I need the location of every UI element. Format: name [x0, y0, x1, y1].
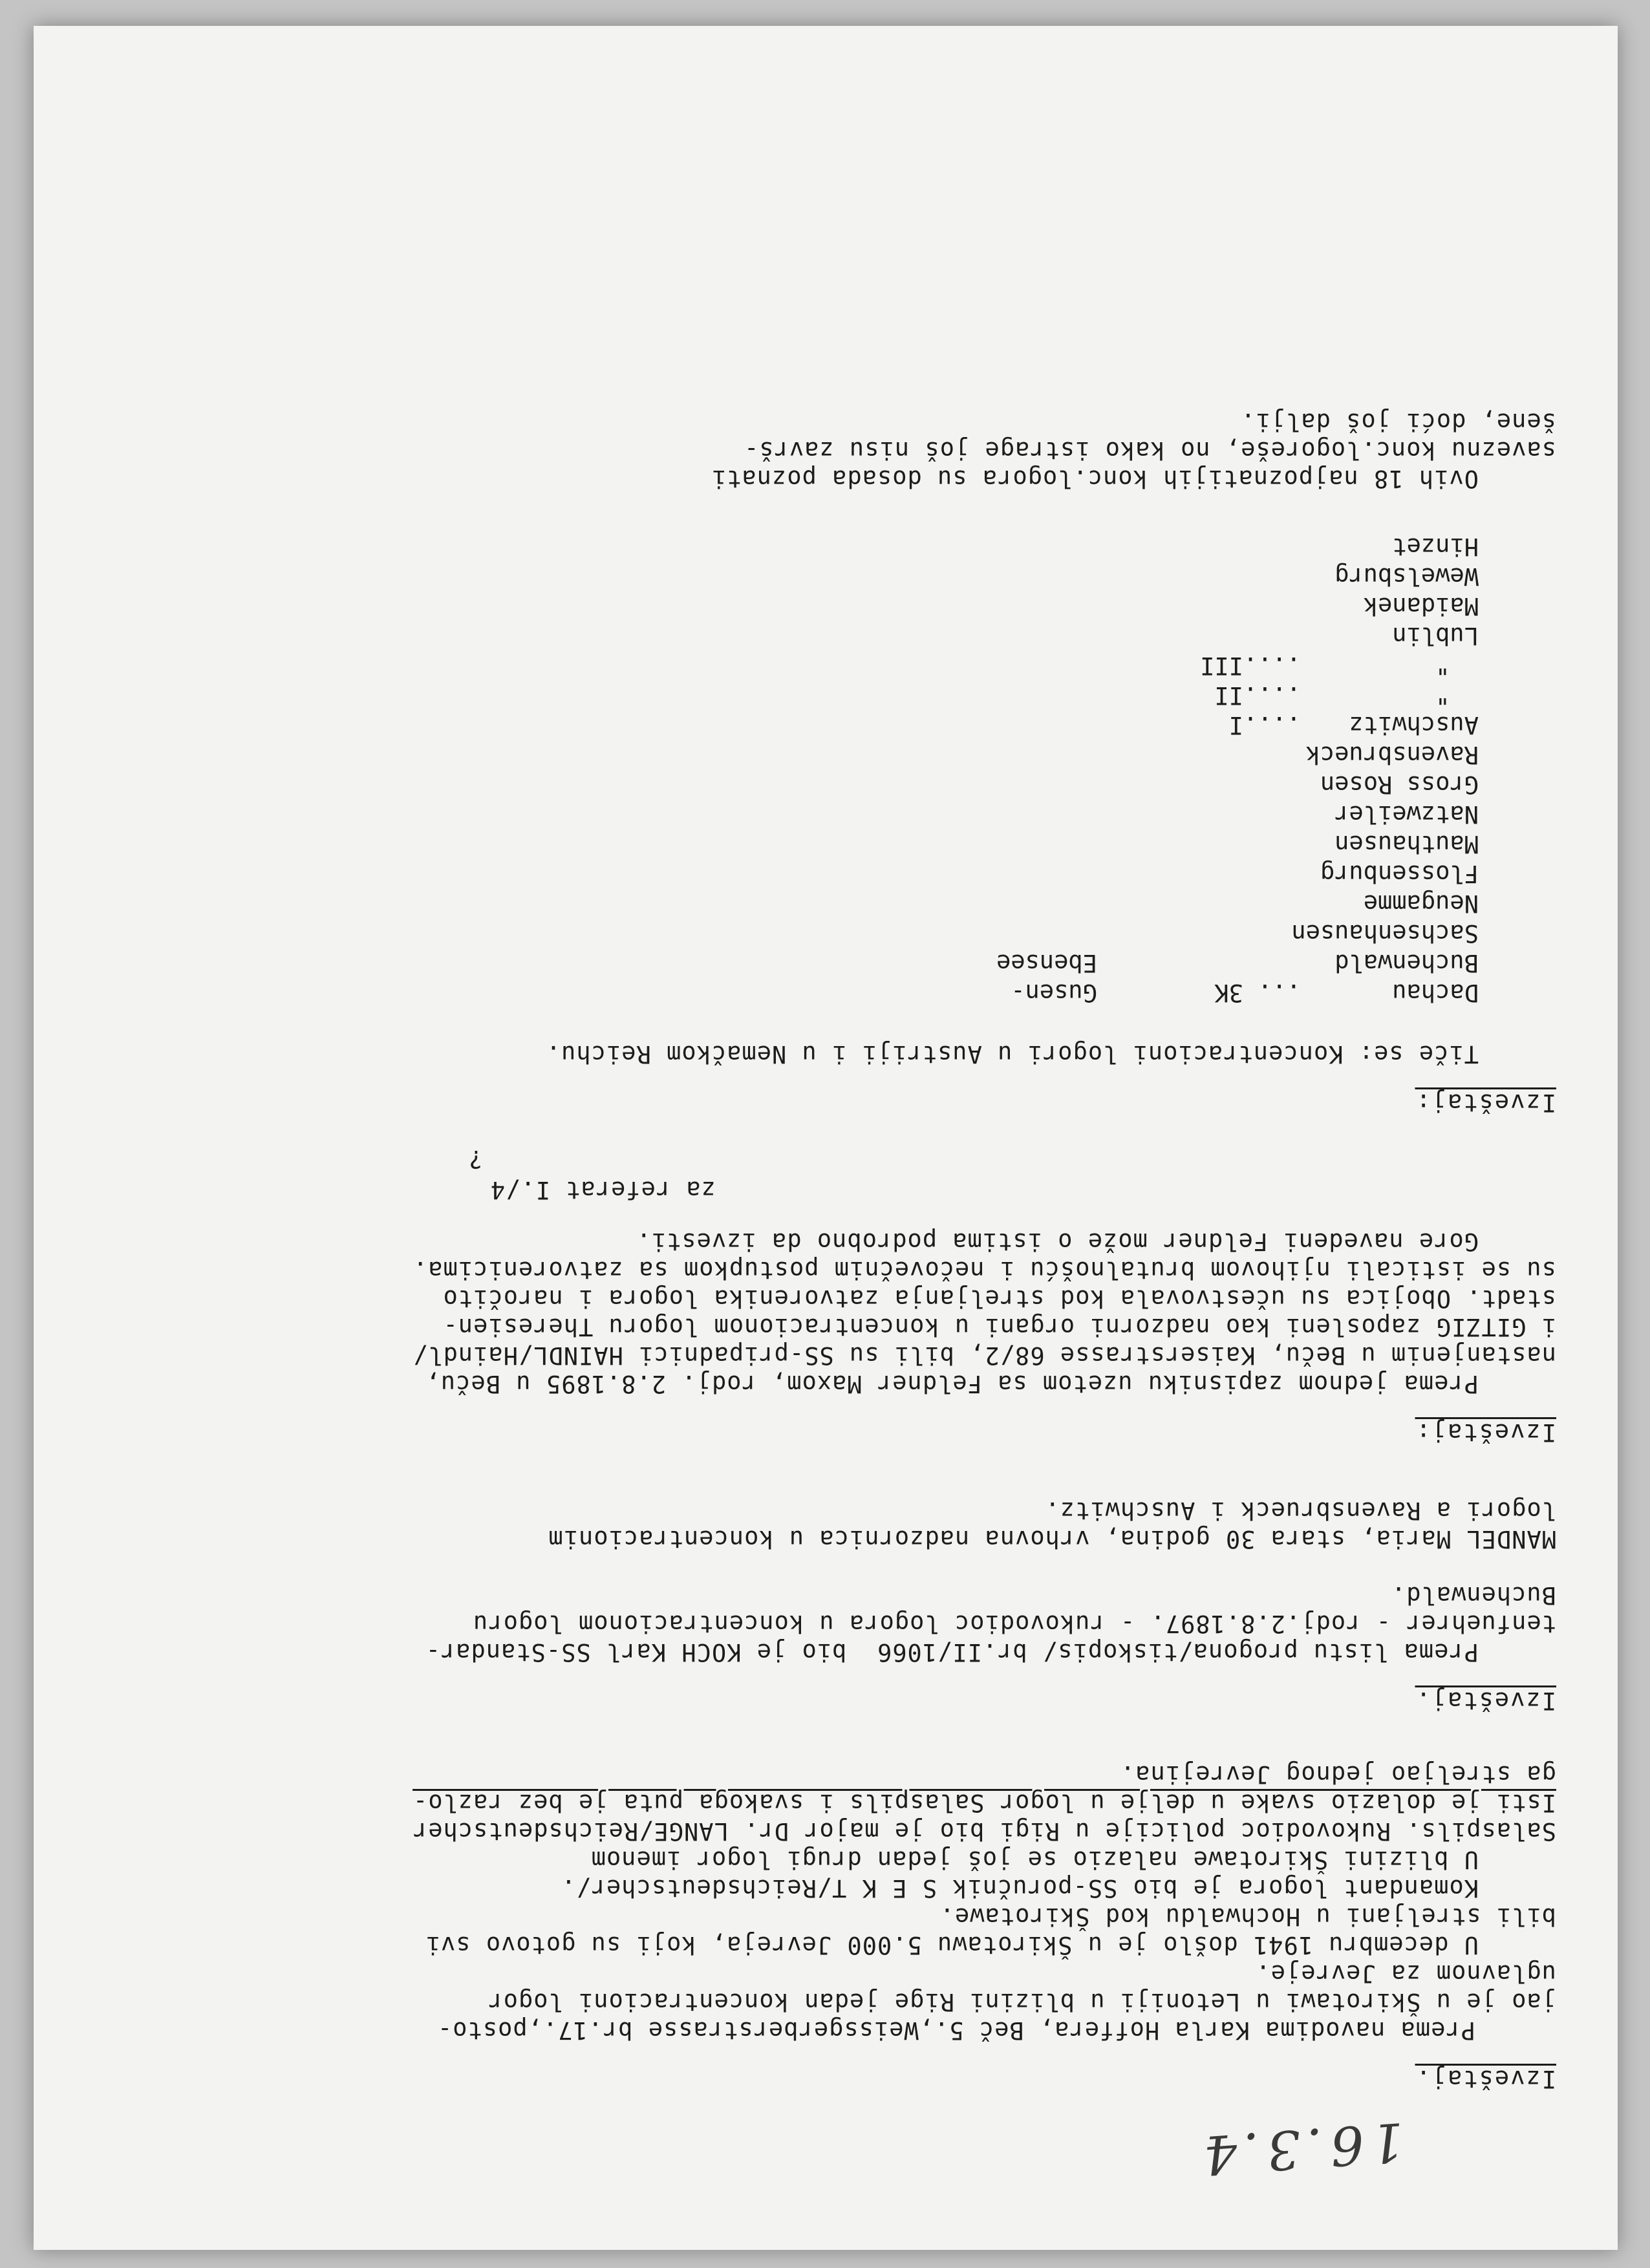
section3-line: stadt. Obojica su učestvovala kod streljanja zatvorenika logora i naročito	[442, 1285, 1556, 1312]
section2-line: Buchenwald.	[1390, 1581, 1556, 1609]
section4-closing-line: Ovih 18 najpoznatijih konc.logora su dosada poznati	[711, 465, 1479, 493]
section1-line: Prema navodima Karla Hoffera, Beč 5.,Weissgerberstrasse br.17.,posto-	[436, 2017, 1475, 2044]
section2-line: logori a Ravensbrueck i Auschwitz.	[1044, 1497, 1556, 1524]
ebensee-label: Ebensee	[996, 949, 1097, 977]
section1-line: bili streljani u Hochwaldu kod Škirotawe.	[939, 1903, 1556, 1931]
section3-line: i GITZIG zaposleni kao nadzorni organi u koncentracionom logoru Theresien-	[442, 1313, 1556, 1341]
camp-name: Dachau	[1392, 979, 1479, 1007]
section3-line: su se isticali njihovom brutalnošću i nečovečnim postupkom sa zatvorenicima.	[412, 1256, 1556, 1284]
camp-name: "	[1435, 681, 1479, 709]
section4-intro: Tiče se: Koncentracioni logori u Austriji i u Nemačkom Reichu.	[545, 1040, 1479, 1068]
dachau-mark: ... 3K	[1214, 979, 1301, 1007]
section2-line: Prema listu progona/tiskopis/ br.II/1066 bio je KOCH Karl SS-Standar-	[425, 1638, 1479, 1666]
section1-line: U decembru 1941 došlo je u Škirotawu 5.000 Jevreja, koji su gotovo svi	[425, 1931, 1479, 1959]
camp-name: Gross Rosen	[1320, 771, 1479, 798]
section2-heading: Izveštaj.	[1415, 1687, 1556, 1715]
handwritten-date-note: 16.3.4	[1195, 2110, 1406, 2187]
section4-closing-line: šene, doći još dalji.	[1240, 408, 1556, 436]
camp-name: Maidanek	[1363, 592, 1479, 620]
camp-name: Natzweiler	[1334, 800, 1479, 828]
camp-name: Sachsenhausen	[1291, 919, 1479, 947]
section1-line: uglavnom za Jevreje.	[1255, 1960, 1556, 1987]
section1-line: U blizini Škirotawe nalazio se još jedan drugi logor imenom	[590, 1846, 1479, 1874]
section3-line: Gore navedeni Feldner može o istima podrobno da izvesti.	[636, 1228, 1479, 1256]
section1-line: Salaspils. Rukovodioc policije u Rigi bio je major Dr. LANGE/Reichsdeutscher	[412, 1817, 1556, 1845]
camp-name: Wewelsburg	[1334, 562, 1479, 590]
section1-line: Komandant logora je bio SS-poručnik S E K T/Reichsdeutscher/.	[561, 1874, 1479, 1902]
auschwitz-mark: ....I	[1228, 711, 1301, 739]
document-content	[34, 26, 1618, 2250]
section3-footer: za referat I./4	[489, 1176, 716, 1204]
section3-line: nastanjenim u Beču, Kaiserstrasse 68/2, bili su SS-pripadnici HAINDL/Haindl/	[412, 1342, 1556, 1369]
camp-name: "	[1435, 652, 1479, 679]
section3-question-mark: ?	[467, 1145, 483, 1173]
camp-name: Neugamme	[1363, 890, 1479, 917]
section4-closing-line: saveznu konc.logoreše, no kako istrage još nisu završ-	[744, 436, 1556, 464]
camp-name: Lublin	[1392, 622, 1479, 650]
section1-line: ga streljao jednog Jevrejina.	[1119, 1760, 1556, 1788]
document-page	[34, 26, 1618, 2250]
camp-name: Ravensbrueck	[1305, 741, 1479, 769]
auschwitz-mark: ....II	[1214, 681, 1301, 709]
section1-line: jao je u Škirotawi u Letoniji u blizini Rige jedan koncentracioni logor	[488, 1988, 1556, 2016]
camp-name: Auschwitz	[1349, 711, 1479, 739]
camp-name: Buchenwald	[1334, 949, 1479, 977]
gusen-label: Gusen-	[1011, 979, 1097, 1007]
camp-name: Hinzet	[1392, 533, 1479, 561]
section2-line: tenfuehrer - rodj.2.8.1897. - rukovodioc logora u koncentracionom logoru	[473, 1610, 1556, 1638]
section4-heading: Izveštaj:	[1415, 1089, 1556, 1117]
auschwitz-mark: ....III	[1200, 652, 1301, 679]
section3-heading: Izveštaj:	[1415, 1418, 1556, 1446]
section3-line: Prema jednom zapisniku uzetom sa Feldner Maxom, rodj. 2.8.1895 u Beču,	[425, 1370, 1479, 1398]
camp-name: Flossenburg	[1320, 860, 1479, 888]
section1-heading: Izveštaj.	[1415, 2065, 1556, 2093]
camp-name: Mauthausen	[1334, 830, 1479, 858]
section2-line: MANDEL Maria, stara 30 godina, vrhovna nadzornica u koncentracionim	[548, 1525, 1556, 1553]
section1-line: Isti je dolazio svake u delje u logor Salaspils i svakoga puta je bez razlo-	[412, 1789, 1556, 1817]
